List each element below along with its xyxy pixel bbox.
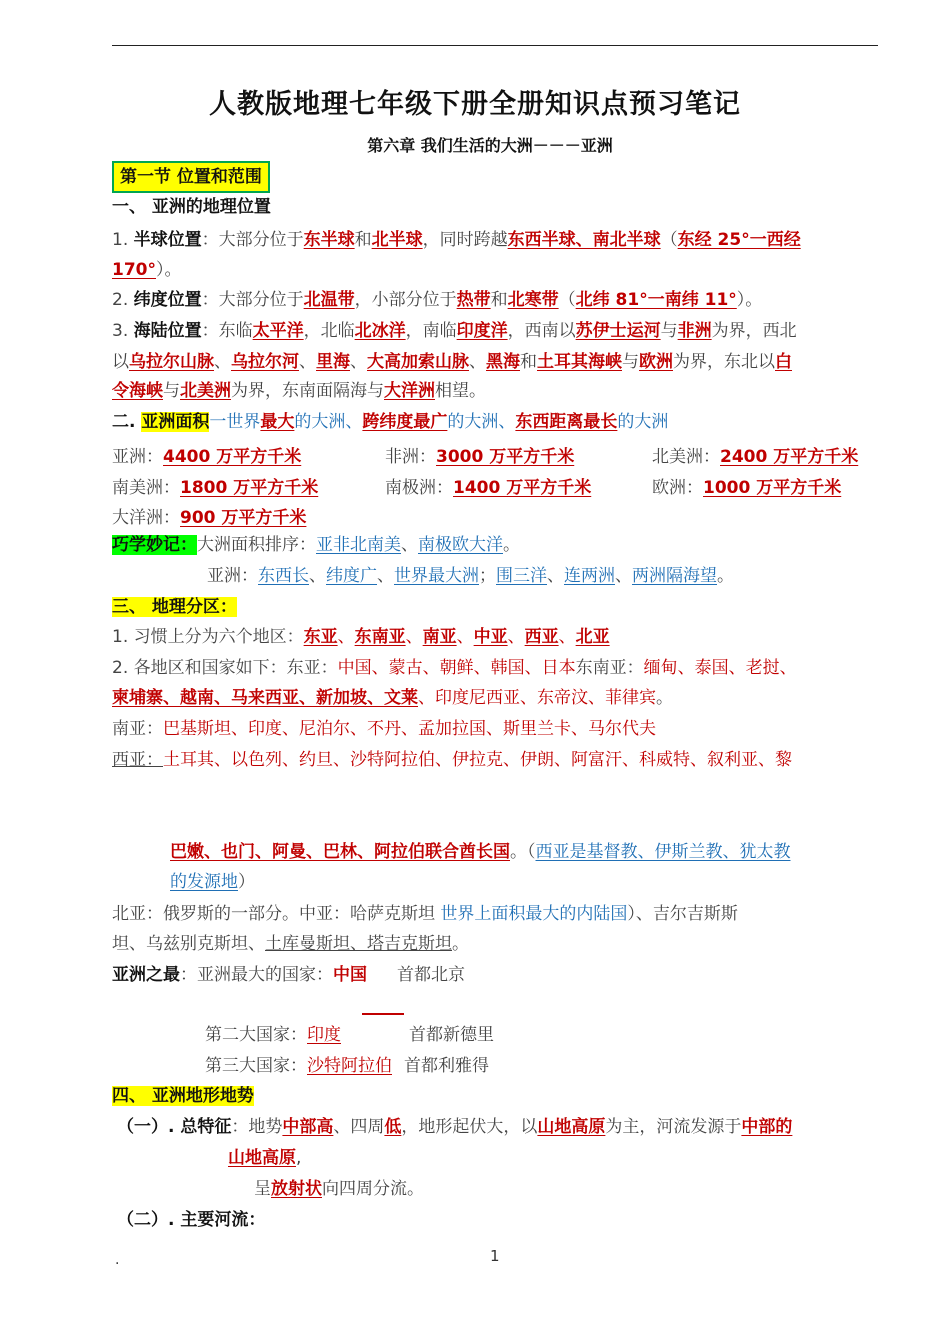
river-flow: 呈放射状向四周分流。 xyxy=(254,1179,424,1199)
red-underline-mark xyxy=(362,1013,404,1015)
heading-terrain: 四、 亚洲地形地势 xyxy=(112,1086,254,1106)
third-largest: 第三大国家：沙特阿拉伯 首都利雅得 xyxy=(205,1056,489,1076)
terrain-features: （一）. 总特征：地势中部高、四周低，地形起伏大，以山地高原为主，河流发源于中部的 xyxy=(117,1117,793,1137)
countries-west-asia-cont: 巴嫩、也门、阿曼、巴林、阿拉伯联合酋长国。（西亚是基督教、伊斯兰教、犹太教 xyxy=(170,842,791,862)
area-oceania: 大洋洲：900 万平方千米 xyxy=(112,508,307,528)
countries-south-asia: 南亚：巴基斯坦、印度、尼泊尔、不丹、孟加拉国、斯里兰卡、马尔代夫 xyxy=(112,719,656,739)
section-box: 第一节 位置和范围 xyxy=(112,161,270,193)
six-regions: 1. 习惯上分为六个地区：东亚、东南亚、南亚、中亚、西亚、北亚 xyxy=(112,627,610,647)
countries-west-asia: 西亚：土耳其、以色列、约旦、沙特阿拉伯、伊拉克、伊朗、阿富汗、科威特、叙利亚、黎 xyxy=(112,750,792,770)
north-central-asia: 北亚：俄罗斯的一部分。中亚：哈萨克斯坦 世界上面积最大的内陆国）、吉尔吉斯斯 xyxy=(112,904,738,924)
heading-area: 二. 亚洲面积一世界最大的大洲、跨纬度最广的大洲、东西距离最长的大洲 xyxy=(112,412,669,432)
header-rule xyxy=(112,45,878,46)
hemisphere-position-cont: 170°）。 xyxy=(112,260,182,280)
area-europe: 欧洲：1000 万平方千米 xyxy=(652,478,842,498)
religion-origin: 的发源地） xyxy=(170,872,255,892)
hemisphere-position: 1. 半球位置：大部分位于东半球和北半球，同时跨越东西半球、南北半球（东经 25°一西经 xyxy=(112,230,801,250)
chapter-heading: 第六章 我们生活的大洲－－－亚洲 xyxy=(367,136,613,155)
section-heading xyxy=(112,161,270,193)
terrain-features-cont: 山地高原, xyxy=(228,1148,302,1168)
sea-land-position-cont: 以乌拉尔山脉、乌拉尔河、里海、大高加索山脉、黑海和土耳其海峡与欧洲为界，东北以白 xyxy=(112,352,792,372)
asia-superlatives: 亚洲之最：亚洲最大的国家：中国 首都北京 xyxy=(112,965,465,985)
central-asia-cont: 坦、乌兹别克斯坦、土库曼斯坦、塔吉克斯坦。 xyxy=(112,934,469,954)
second-largest: 第二大国家：印度 首都新德里 xyxy=(205,1025,494,1045)
sea-land-position: 3. 海陆位置：东临太平洋，北临北冰洋，南临印度洋，西南以苏伊士运河与非洲为界，西北 xyxy=(112,321,797,341)
heading-location: 一、 亚洲的地理位置 xyxy=(112,197,271,217)
document-title: 人教版地理七年级下册全册知识点预习笔记 xyxy=(209,89,741,120)
footer-dot: . xyxy=(115,1252,120,1268)
countries-southeast-asia: 柬埔寨、越南、马来西亚、新加坡、文莱、印度尼西亚、东帝汶、菲律宾。 xyxy=(112,688,673,708)
memory-tip-asia: 亚洲：东西长、纬度广、世界最大洲；围三洋、连两洲、两洲隔海望。 xyxy=(207,566,734,586)
page-number: 1 xyxy=(490,1247,500,1265)
countries-east-asia: 2. 各地区和国家如下：东亚：中国、蒙古、朝鲜、韩国、日本东南亚：缅甸、泰国、老挝、 xyxy=(112,658,797,678)
area-asia: 亚洲：4400 万平方千米 xyxy=(112,447,302,467)
latitude-position: 2. 纬度位置：大部分位于北温带，小部分位于热带和北寒带（北纬 81°一南纬 11°）。 xyxy=(112,290,763,310)
sea-land-position-cont2: 令海峡与北美洲为界，东南面隔海与大洋洲相望。 xyxy=(112,381,486,401)
area-south-america: 南美洲：1800 万平方千米 xyxy=(112,478,319,498)
main-rivers-heading: （二）. 主要河流： xyxy=(117,1210,266,1230)
area-africa: 非洲：3000 万平方千米 xyxy=(385,447,575,467)
area-north-america: 北美洲：2400 万平方千米 xyxy=(652,447,859,467)
area-antarctica: 南极洲：1400 万平方千米 xyxy=(385,478,592,498)
heading-regions: 三、 地理分区： xyxy=(112,597,237,617)
memory-tip: 巧学妙记：大洲面积排序：亚非北南美、南极欧大洋。 xyxy=(112,535,520,555)
